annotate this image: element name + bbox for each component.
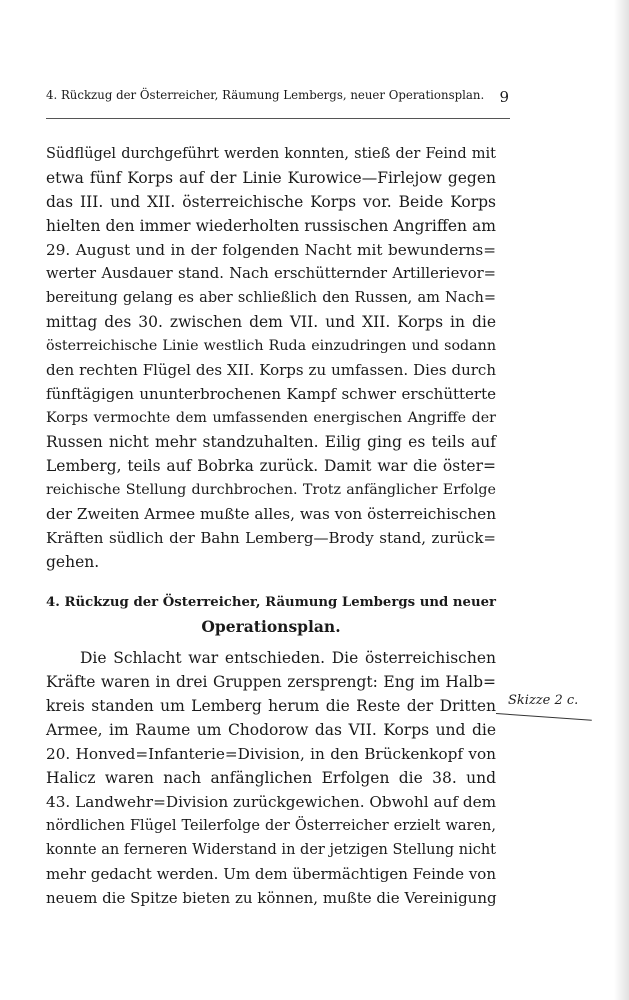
paragraph-1-line: Korps vermochte dem umfassenden energischen Angriffe der bbox=[46, 410, 496, 426]
paragraph-2-line: Kräfte waren in drei Gruppen zersprengt: Eng im Halb= bbox=[46, 673, 496, 691]
paragraph-1-line: österreichische Linie westlich Ruda einzudringen und sodann bbox=[46, 338, 496, 354]
paragraph-1-line: fünftägigen ununterbrochenen Kampf schwer erschütterte bbox=[46, 385, 496, 403]
paragraph-2-line: Die Schlacht war entschieden. Die österreichischen bbox=[80, 649, 496, 667]
page-edge-shadow bbox=[614, 0, 629, 1000]
paragraph-2-line: mehr gedacht werden. Um dem übermächtigen Feinde von bbox=[46, 865, 496, 883]
paragraph-1-line: das III. und XII. österreichische Korps vor. Beide Korps bbox=[46, 193, 496, 211]
paragraph-1-line: werter Ausdauer stand. Nach erschütternder Artillerievor= bbox=[46, 265, 496, 282]
header-divider bbox=[46, 118, 510, 119]
paragraph-1-line: mittag des 30. zwischen dem VII. und XII. Korps in die bbox=[46, 313, 496, 331]
paragraph-1-line: hielten den immer wiederholten russischen Angriffen am bbox=[46, 217, 496, 235]
paragraph-2-line: 20. Honved=Infanterie=Division, in den Brückenkopf von bbox=[46, 745, 496, 763]
paragraph-2-line: neuem die Spitze bieten zu können, mußte die Vereinigung bbox=[46, 889, 497, 907]
paragraph-2-line: Armee, im Raume um Chodorow das VII. Korps und die bbox=[46, 721, 496, 739]
section-heading: Operationsplan. bbox=[201, 617, 341, 636]
paragraph-1-line: gehen. bbox=[46, 553, 100, 571]
paragraph-2-line: kreis standen um Lemberg herum die Reste der Dritten bbox=[46, 697, 496, 715]
paragraph-2-line: 43. Landwehr=Division zurückgewichen. Obwohl auf dem bbox=[46, 793, 497, 811]
paragraph-1-line: bereitung gelang es aber schließlich den Russen, am Nach= bbox=[46, 290, 496, 306]
paragraph-1-line: Kräften südlich der Bahn Lemberg—Brody stand, zurück= bbox=[46, 529, 496, 547]
page-number: 9 bbox=[499, 88, 509, 106]
running-header: 4. Rückzug der Österreicher, Räumung Lembergs, neuer Operationsplan. bbox=[46, 88, 485, 102]
margin-note: Skizze 2 c. bbox=[508, 693, 579, 708]
paragraph-1-line: Russen nicht mehr standzuhalten. Eilig ging es teils auf bbox=[46, 433, 496, 451]
paragraph-2-line: nördlichen Flügel Teilerfolge der Österreicher erzielt waren, bbox=[46, 818, 496, 834]
paragraph-1-line: 29. August und in der folgenden Nacht mit bewunderns= bbox=[46, 241, 496, 259]
paragraph-2-line: konnte an ferneren Widerstand in der jetzigen Stellung nicht bbox=[46, 842, 496, 858]
section-heading: 4. Rückzug der Österreicher, Räumung Lembergs und neuer bbox=[46, 595, 496, 610]
paragraph-1-line: reichische Stellung durchbrochen. Trotz anfänglicher Erfolge bbox=[46, 482, 496, 498]
paragraph-1-line: den rechten Flügel des XII. Korps zu umfassen. Dies durch bbox=[46, 361, 496, 379]
paragraph-2-line: Halicz waren nach anfänglichen Erfolgen die 38. und bbox=[46, 769, 496, 787]
margin-note-underline bbox=[496, 713, 592, 721]
paragraph-1-line: der Zweiten Armee mußte alles, was von österreichischen bbox=[46, 505, 497, 523]
paragraph-1-line: Südflügel durchgeführt werden konnten, stieß der Feind mit bbox=[46, 146, 496, 162]
paragraph-1-line: Lemberg, teils auf Bobrka zurück. Damit war die öster= bbox=[46, 457, 496, 475]
paragraph-1-line: etwa fünf Korps auf der Linie Kurowice—Firlejow gegen bbox=[46, 169, 496, 187]
